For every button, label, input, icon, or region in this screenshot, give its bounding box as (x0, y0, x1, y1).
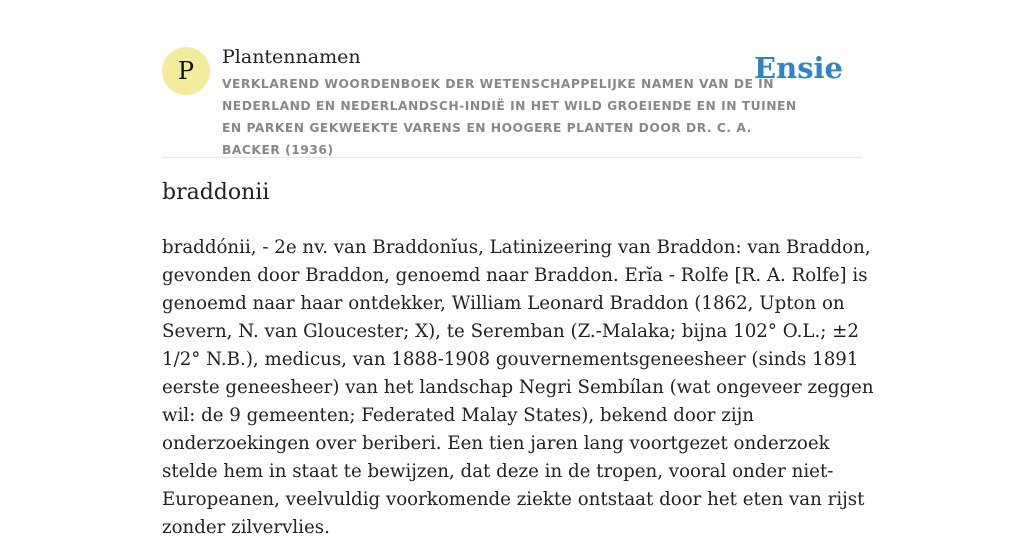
dictionary-name-link[interactable]: Plantennamen (222, 46, 361, 68)
ensie-logo-link[interactable]: Ensie (754, 51, 843, 85)
dictionary-subtitle: VERKLAREND WOORDENBOEK DER WETENSCHAPPELIJKE NAMEN VAN DE IN NEDERLAND EN NEDERLANDSCH-INDIË IN HET WILD GROEIENDE EN IN TUINEN EN PARKEN GEKWEEKTE VARENS EN HOOGERE PLANTEN DOOR DR. C. A. BACKER (1936) (222, 77, 797, 157)
avatar-letter: P (177, 57, 195, 85)
entry-title: braddonii (162, 180, 270, 205)
entry-definition: braddónii, - 2e nv. van Braddonĭus, Latinizeering van Braddon: van Braddon, gevonden door Braddon, genoemd naar Braddon. Erĭa - Rolfe [R. A. Rolfe] is genoemd naar haar ontdekker, William Leonard Braddon (1862, Upton on Severn, N. van Gloucester; X), te Seremban (Z.-Malaka; bijna 102° O.L.; ±2 1/2° N.B.), medicus, van 1888-1908 gouvernementsgeneesheer (sinds 1891 eerste geneesheer) van het landschap Negri Sembílan (wat ongeveer zeggen wil: de 9 gemeenten; Federated Malay States), bekend door zijn onderzoekingen over beriberi. Een tien jaren lang voortgezet onderzoek stelde hem in staat te bewijzen, dat deze in de tropen, vooral onder niet-Europeanen, veelvuldig voorkomende ziekte ontstaat door het eten van rijst zonder zilvervlies. (162, 237, 874, 538)
dictionary-header (162, 44, 862, 158)
dictionary-avatar[interactable] (162, 47, 210, 95)
